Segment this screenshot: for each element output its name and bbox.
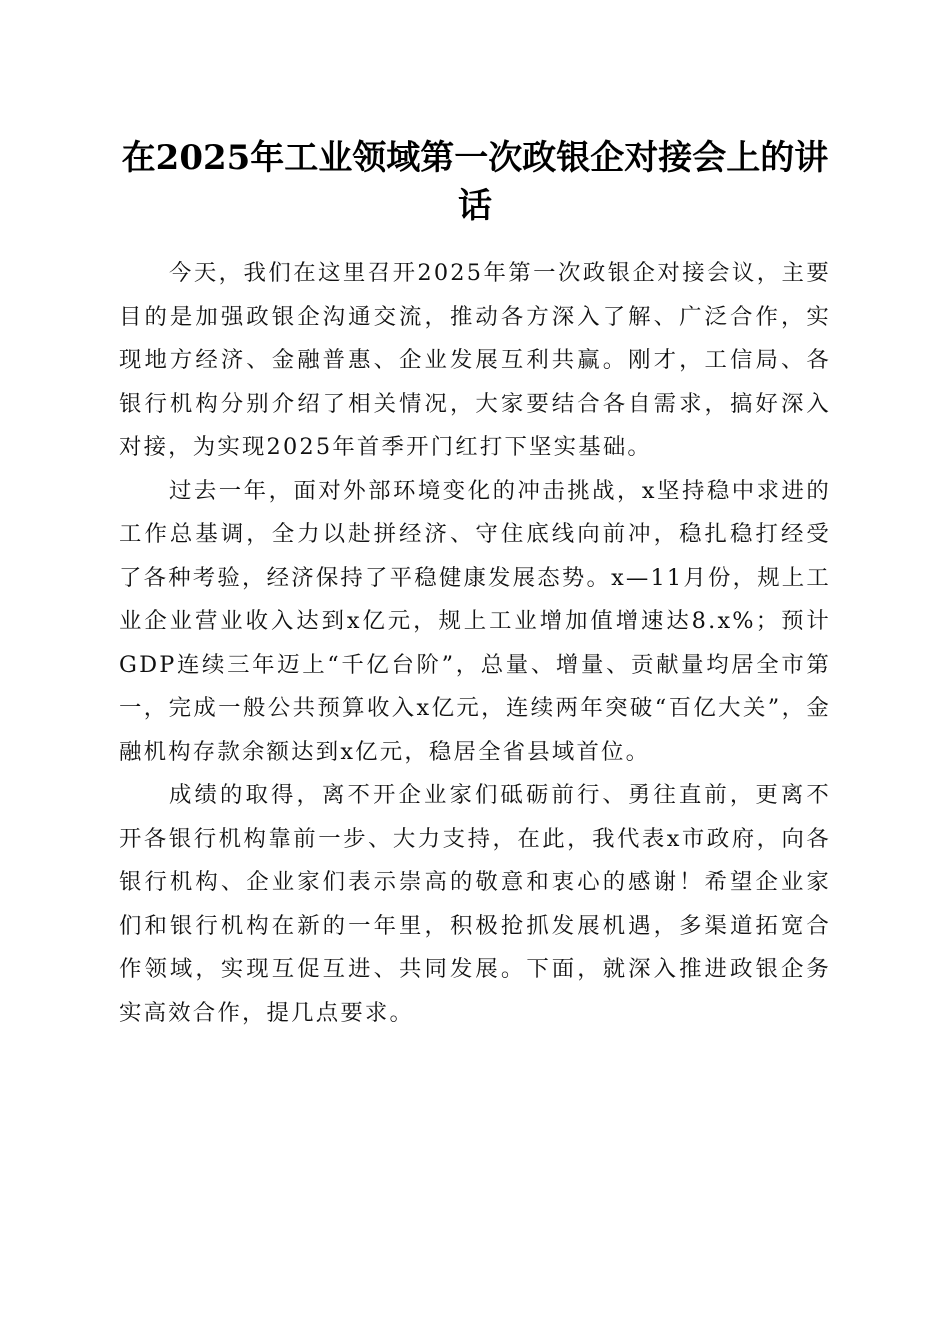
- document-title: 在2025年工业领域第一次政银企对接会上的讲话: [121, 138, 829, 226]
- paragraph-opening: 今天，我们在这里召开2025年第一次政银企对接会议，主要目的是加强政银企沟通交流，推动各方深入了解、广泛合作，实现地方经济、金融普惠、企业发展互利共赢。刚才，工信局、各银行机构分别介绍了相关情况，大家要结合各自需求，搞好深入对接，为实现2025年首季开门红打下坚实基础。: [119, 260, 831, 460]
- document-body: [119, 252, 831, 1035]
- paragraph-thanks: 成绩的取得，离不开企业家们砥砺前行、勇往直前，更离不开各银行机构靠前一步、大力支持，在此，我代表x市政府，向各银行机构、企业家们表示崇高的敬意和衷心的感谢！希望企业家们和银行机构在新的一年里，积极抢抓发展机遇，多渠道拓宽合作领域，实现互促互进、共同发展。下面，就深入推进政银企务实高效合作，提几点要求。: [119, 782, 831, 1026]
- paragraph-achievements: 过去一年，面对外部环境变化的冲击挑战，x坚持稳中求进的工作总基调，全力以赴拼经济、守住底线向前冲，稳扎稳打经受了各种考验，经济保持了平稳健康发展态势。x—11月份，规上工业企业营业收入达到x亿元，规上工业增加值增速达8.x%；预计GDP连续三年迈上“千亿台阶”，总量、增量、贡献量均居全市第一，完成一般公共预算收入x亿元，连续两年突破“百亿大关”，金融机构存款余额达到x亿元，稳居全省县域首位。: [119, 477, 831, 765]
